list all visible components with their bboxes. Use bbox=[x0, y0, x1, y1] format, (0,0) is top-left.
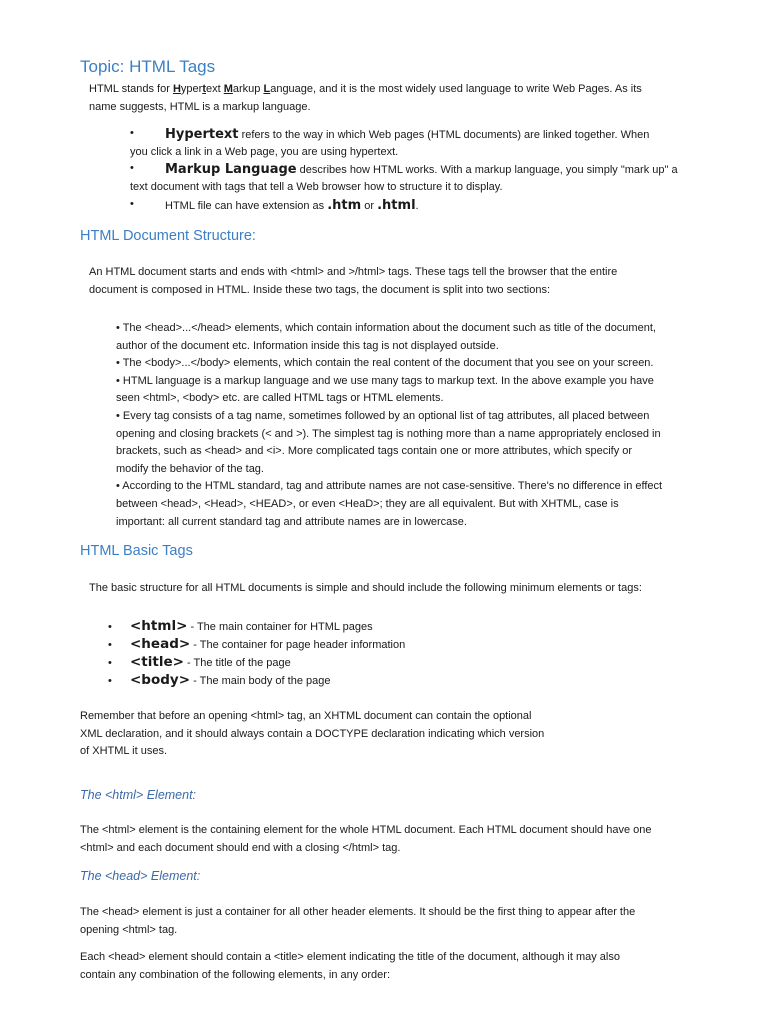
list-item: • The <head>...</head> elements, which contain information about the document such as title of the document, bbox=[116, 322, 656, 334]
tag-list-item: • <html> - The main container for HTML pages bbox=[108, 618, 373, 634]
intro-paragraph bbox=[89, 81, 719, 116]
tag-list-item: • <body> - The main body of the page bbox=[108, 672, 331, 688]
bullet-hypertext: Hypertext refers to the way in which Web pages (HTML documents) are linked together. When you click a link in a Web page, you are using hypertext. bbox=[130, 127, 650, 158]
html-element-paragraph: The <html> element is the containing element for the whole HTML document. Each HTML document should have one <html> and each document should end with a closing </html> tag. bbox=[80, 824, 652, 854]
list-item: modify the behavior of the tag. bbox=[116, 462, 264, 475]
section2-paragraph: An HTML document starts and ends with <html> and >/html> tags. These tags tell the browser that the entire document is composed in HTML. Inside these two tags, the document is split into two sections: bbox=[89, 266, 618, 296]
tag-list-item: • <title> - The title of the page bbox=[108, 654, 291, 670]
list-item: • The <body>...</body> elements, which contain the real content of the document that you see on your screen. bbox=[116, 357, 654, 370]
head-element-paragraph-2: Each <head> element should contain a <title> element indicating the title of the document, although it may also contain any combination of the following elements, in any order: bbox=[80, 951, 620, 981]
remember-paragraph: Remember that before an opening <html> tag, an XHTML document can contain the optional XML declaration, and it should always contain a DOCTYPE declaration indicating which version of XHTML it uses. bbox=[80, 710, 545, 757]
list-item: seen <html>, <body> etc. are called HTML tags or HTML elements. bbox=[116, 392, 444, 405]
list-item: • HTML language is a markup language and we use many tags to markup text. In the above example you have bbox=[116, 374, 654, 387]
html-element-heading: The <html> Element: bbox=[80, 788, 197, 802]
list-item: brackets, such as <head> and <i>. More complicated tags contain one or more attributes, which specify or bbox=[116, 445, 633, 458]
list-item: • Every tag consists of a tag name, sometimes followed by an optional list of tag attributes, all placed between bbox=[116, 409, 650, 422]
list-item: • According to the HTML standard, tag and attribute names are not case-sensitive. There's no difference in effect bbox=[116, 480, 663, 493]
list-item: author of the document etc. Information inside this tag is not displayed outside. bbox=[116, 339, 499, 352]
list-item: opening and closing brackets (< and >). The simplest tag is nothing more than a name appropriately enclosed in bbox=[116, 427, 661, 440]
bullet-extension: HTML file can have extension as .htm or .html. bbox=[165, 198, 419, 213]
section-heading-document-structure: HTML Document Structure: bbox=[80, 228, 256, 244]
structure-list bbox=[116, 320, 714, 531]
head-element-heading: The <head> Element: bbox=[80, 869, 201, 883]
list-item: important: all current standard tag and attribute names are in lowercase. bbox=[116, 515, 467, 528]
intro-line-2: name suggests, HTML is a markup language. bbox=[89, 100, 311, 113]
page-title: Topic: HTML Tags bbox=[80, 57, 216, 76]
bullet-dot: • bbox=[130, 162, 134, 174]
intro-line-1: HTML stands for Hypertext Markup Language, and it is the most widely used language to write Web Pages. As its bbox=[89, 83, 642, 95]
bullet-dot: • bbox=[130, 127, 134, 139]
tag-list-item: • <head> - The container for page header information bbox=[108, 636, 406, 652]
bullet-markup-language: Markup Language describes how HTML works. With a markup language, you simply "mark up" a text document with tags that tell a Web browser how to structure it to display. bbox=[130, 162, 678, 193]
head-element-paragraph-1: The <head> element is just a container for all other header elements. It should be the first thing to appear after the opening <html> tag. bbox=[80, 906, 636, 936]
basic-tags-paragraph: The basic structure for all HTML documents is simple and should include the following minimum elements or tags: bbox=[89, 582, 642, 594]
section-heading-basic-tags: HTML Basic Tags bbox=[80, 543, 193, 559]
bullet-dot: • bbox=[130, 198, 134, 210]
list-item: between <head>, <Head>, <HEAD>, or even <HeaD>; they are all equivalent. But with XHTML, case is bbox=[116, 497, 619, 510]
